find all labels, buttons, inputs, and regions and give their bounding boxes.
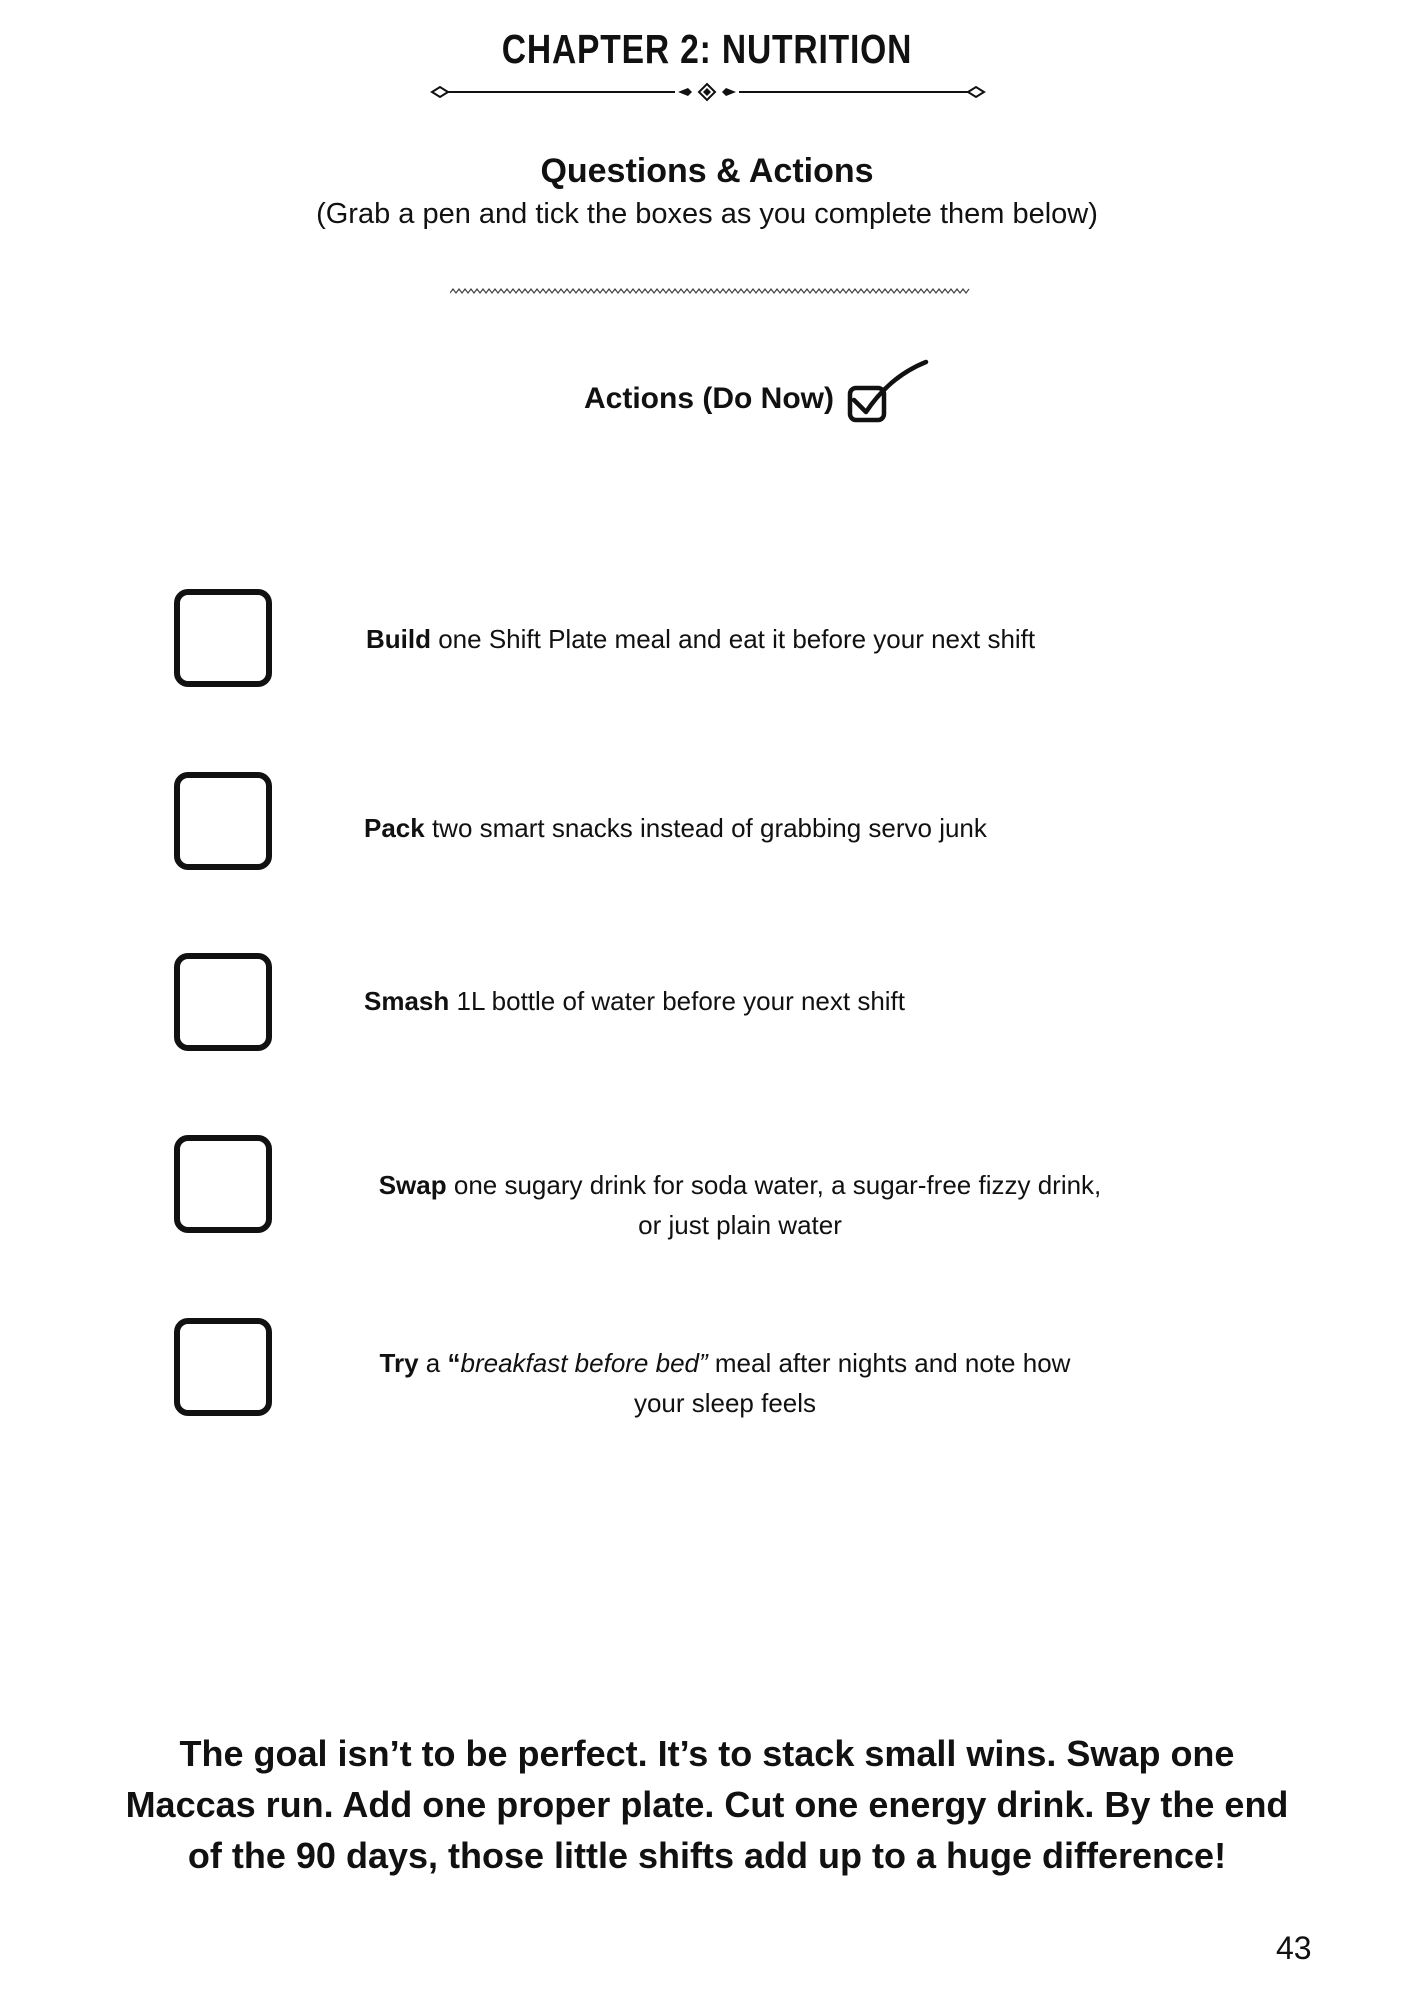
- checkbox-build[interactable]: [174, 589, 272, 687]
- section-title: Questions & Actions: [540, 152, 874, 190]
- closing-quote: The goal isn’t to be perfect. It’s to stack small wins. Swap one Maccas run. Add one proper plate. Cut one energy drink. By the end of the 90 days, those little shifts add up to a huge difference!: [125, 1733, 1289, 1876]
- ornamental-divider: [430, 80, 986, 104]
- action-italic: breakfast before bed”: [460, 1348, 708, 1378]
- checkbox-pack[interactable]: [174, 772, 272, 870]
- action-item-swap: [340, 1165, 1140, 1245]
- action-item-smash: [364, 981, 905, 1021]
- actions-heading: Actions (Do Now): [584, 382, 834, 415]
- action-verb: Build: [366, 624, 431, 654]
- action-line: your sleep feels: [633, 1388, 817, 1418]
- action-item-pack: [364, 808, 987, 848]
- zigzag-divider: [450, 287, 970, 295]
- checkbox-swap[interactable]: [174, 1135, 272, 1233]
- action-text: one sugary drink for soda water, a sugar-free fizzy drink,: [446, 1170, 1102, 1200]
- action-line: [340, 1165, 1140, 1205]
- section-subtitle: (Grab a pen and tick the boxes as you complete them below): [316, 198, 1098, 230]
- action-line: [330, 1343, 1120, 1383]
- action-item-build: [366, 619, 1035, 659]
- action-item-try: [330, 1343, 1120, 1423]
- checkmark-box-icon: [838, 356, 930, 428]
- action-verb: Swap: [378, 1170, 447, 1200]
- action-verb: Smash: [364, 986, 450, 1016]
- action-text: a: [418, 1348, 448, 1378]
- quote-mark: “: [447, 1348, 461, 1378]
- action-text: 1L bottle of water before your next shift: [449, 986, 906, 1016]
- action-verb: Pack: [364, 813, 425, 843]
- action-text: one Shift Plate meal and eat it before your next shift: [431, 624, 1036, 654]
- action-text: two smart snacks instead of grabbing servo junk: [424, 813, 987, 843]
- checkbox-try[interactable]: [174, 1318, 272, 1416]
- action-line: or just plain water: [638, 1210, 842, 1240]
- checkbox-smash[interactable]: [174, 953, 272, 1051]
- action-text: meal after nights and note how: [707, 1348, 1071, 1378]
- page-number: 43: [1276, 1930, 1312, 1966]
- action-verb: Try: [379, 1348, 419, 1378]
- chapter-title: CHAPTER 2: NUTRITION: [501, 26, 913, 72]
